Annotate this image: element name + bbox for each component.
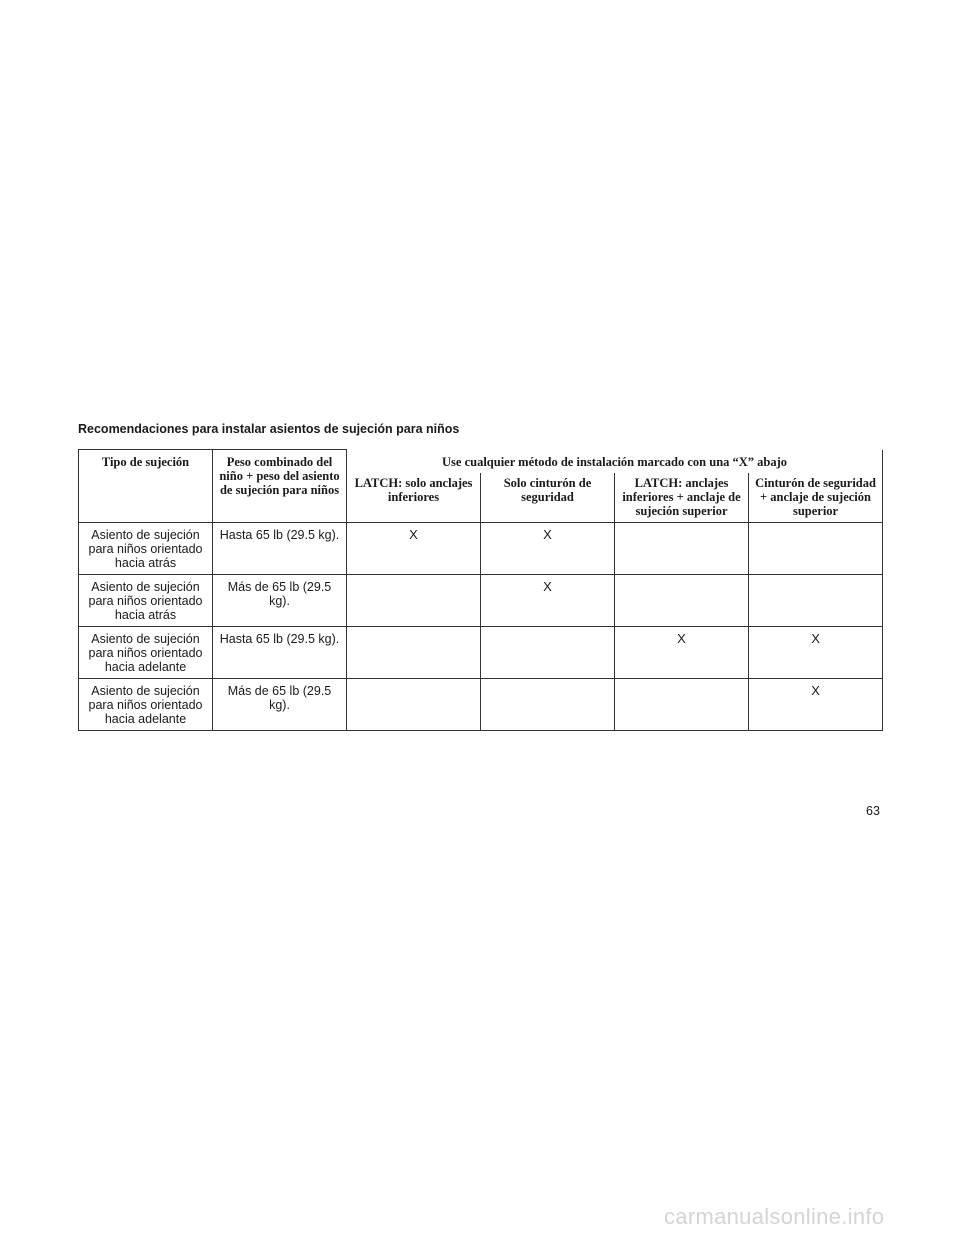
mark-cell — [481, 678, 615, 730]
weight-cell: Hasta 65 lb (29.5 kg). — [213, 522, 347, 574]
mark-cell: X — [749, 678, 883, 730]
restraint-recommendation-table — [78, 449, 883, 731]
restraint-type-cell: Asiento de sujeción para niños orientado hacia atrás — [79, 574, 213, 626]
mark-cell — [749, 574, 883, 626]
mark-cell: X — [481, 522, 615, 574]
table-row — [79, 626, 883, 678]
restraint-type-cell: Asiento de sujeción para niños orientado hacia adelante — [79, 626, 213, 678]
mark-cell — [347, 574, 481, 626]
table-row — [79, 574, 883, 626]
weight-cell: Hasta 65 lb (29.5 kg). — [213, 626, 347, 678]
restraint-type-cell: Asiento de sujeción para niños orientado hacia atrás — [79, 522, 213, 574]
mark-cell: X — [615, 626, 749, 678]
table-row — [79, 522, 883, 574]
page-number: 63 — [866, 804, 880, 818]
mark-cell: X — [749, 626, 883, 678]
mark-cell — [615, 522, 749, 574]
mark-cell — [615, 678, 749, 730]
header-seat-belt-only: Solo cinturón de seguridad — [481, 473, 615, 523]
weight-cell: Más de 65 lb (29.5 kg). — [213, 678, 347, 730]
mark-cell — [347, 678, 481, 730]
header-latch-lower-anchors: LATCH: solo anclajes inferiores — [347, 473, 481, 523]
watermark: carmanualsonline.info — [664, 1204, 885, 1229]
mark-cell: X — [347, 522, 481, 574]
restraint-type-cell: Asiento de sujeción para niños orientado hacia adelante — [79, 678, 213, 730]
mark-cell — [481, 626, 615, 678]
header-restraint-type: Tipo de sujeción — [79, 450, 213, 523]
mark-cell — [347, 626, 481, 678]
mark-cell — [749, 522, 883, 574]
header-combined-weight: Peso combinado del niño + peso del asiento de sujeción para niños — [213, 450, 347, 523]
header-latch-plus-tether: LATCH: anclajes inferiores + anclaje de sujeción superior — [615, 473, 749, 523]
mark-cell — [615, 574, 749, 626]
mark-cell: X — [481, 574, 615, 626]
header-install-method-group: Use cualquier método de instalación marcado con una “X” abajo — [347, 450, 883, 473]
section-title: Recomendaciones para instalar asientos de sujeción para niños — [78, 422, 460, 436]
header-seat-belt-plus-tether: Cinturón de seguridad + anclaje de sujeción superior — [749, 473, 883, 523]
weight-cell: Más de 65 lb (29.5 kg). — [213, 574, 347, 626]
table-row — [79, 678, 883, 730]
